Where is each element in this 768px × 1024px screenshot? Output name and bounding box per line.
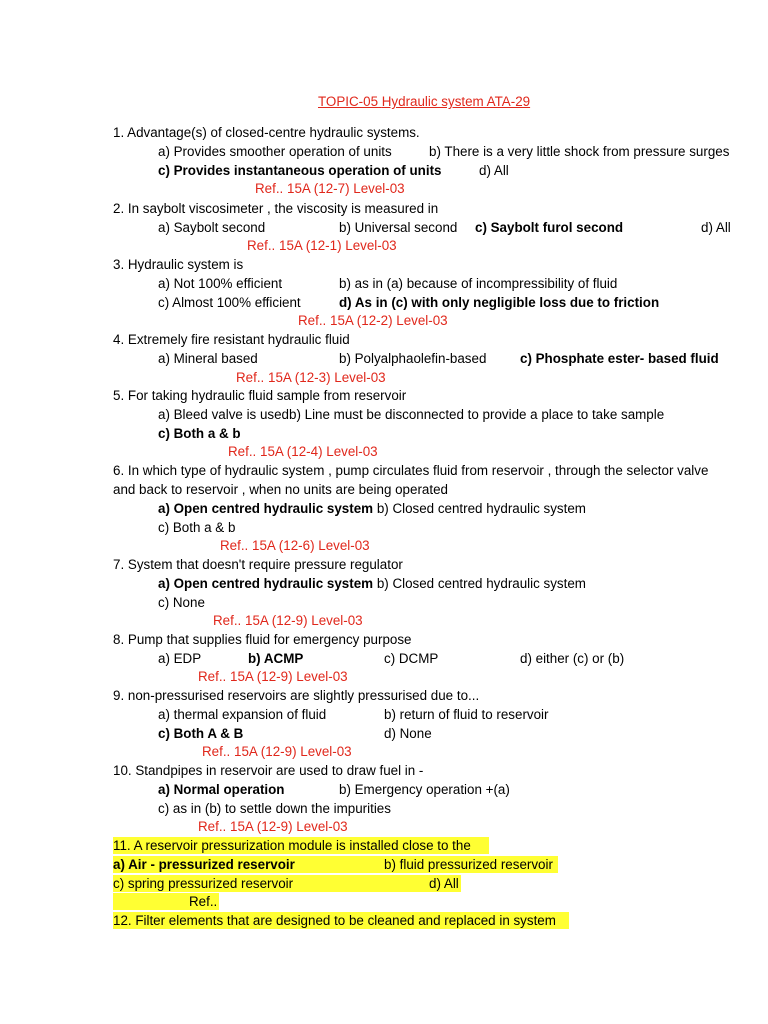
q2-option-a: a) Saybolt second [158,220,266,235]
q2-option-c: c) Saybolt furol second [475,220,624,235]
q8-reference: Ref.. 15A (12-9) Level-03 [198,669,348,684]
q4-option-b: b) Polyalphaolefin-based [339,351,487,366]
q4-option-c: c) Phosphate ester- based fluid [520,351,719,366]
q10-option-b: b) Emergency operation +(a) [339,782,510,797]
q8-option-b: b) ACMP [248,651,304,666]
q5-option-a: a) Bleed valve is usedb) Line must be disconnected to provide a place to take sample [158,407,665,422]
question-1: 1. Advantage(s) of closed-centre hydraulic systems. [113,125,420,140]
q3-option-a: a) Not 100% efficient [158,276,283,291]
q5-reference: Ref.. 15A (12-4) Level-03 [228,444,378,459]
q1-option-d: d) All [479,163,509,178]
q8-option-d: d) either (c) or (b) [520,651,625,666]
question-6-line-2: and back to reservoir , when no units are being operated [113,482,448,497]
q7-option-a: a) Open centred hydraulic system [158,576,374,591]
q1-reference: Ref.. 15A (12-7) Level-03 [255,181,405,196]
q6-option-c: c) Both a & b [158,520,236,535]
q2-option-b: b) Universal second [339,220,458,235]
question-10: 10. Standpipes in reservoir are used to draw fuel in - [113,763,424,778]
q2-option-d: d) All [701,220,731,235]
title-rest: Hydraulic system ATA-29 [381,94,531,109]
page-title [318,94,530,110]
q7-option-b: b) Closed centred hydraulic system [376,576,586,591]
q11-option-c: c) spring pressurized reservoir [113,876,294,891]
q11-option-a: a) Air - pressurized reservoir [113,857,295,872]
question-4: 4. Extremely fire resistant hydraulic fluid [113,332,350,347]
q4-option-a: a) Mineral based [158,351,258,366]
q6-option-a: a) Open centred hydraulic system [158,501,374,516]
question-8: 8. Pump that supplies fluid for emergency purpose [113,632,412,647]
q7-option-c: c) None [158,595,205,610]
q10-reference: Ref.. 15A (12-9) Level-03 [198,819,348,834]
q1-option-a: a) Provides smoother operation of units [158,144,392,159]
q9-option-d: d) None [384,726,432,741]
q1-option-b: b) There is a very little shock from pressure surges [429,144,730,159]
question-2: 2. In saybolt viscosimeter , the viscosity is measured in [113,201,439,216]
q5-option-c: c) Both a & b [158,426,241,441]
question-11: 11. A reservoir pressurization module is installed close to the [113,838,471,853]
q9-reference: Ref.. 15A (12-9) Level-03 [202,744,352,759]
q11-option-b: b) fluid pressurized reservoir [384,857,553,872]
q9-option-b: b) return of fluid to reservoir [384,707,549,722]
q9-option-a: a) thermal expansion of fluid [158,707,327,722]
q3-option-c: c) Almost 100% efficient [158,295,301,310]
q10-option-c: c) as in (b) to settle down the impurities [158,801,391,816]
q7-options-ab [158,576,586,592]
q7-reference: Ref.. 15A (12-9) Level-03 [213,613,363,628]
question-3: 3. Hydraulic system is [113,257,244,272]
q6-reference: Ref.. 15A (12-6) Level-03 [220,538,370,553]
question-9: 9. non-pressurised reservoirs are slightly pressurised due to... [113,688,480,703]
q11-reference: Ref.. [189,894,218,909]
question-7: 7. System that doesn't require pressure regulator [113,557,403,572]
q3-option-b: b) as in (a) because of incompressibility of fluid [339,276,618,291]
title-prefix: TOPIC-05 [318,94,379,109]
q6-option-b: b) Closed centred hydraulic system [376,501,586,516]
question-5: 5. For taking hydraulic fluid sample from reservoir [113,388,407,403]
question-6-line-1: 6. In which type of hydraulic system , pump circulates fluid from reservoir , through the selector valve [113,463,709,478]
q4-reference: Ref.. 15A (12-3) Level-03 [236,370,386,385]
q8-option-c: c) DCMP [384,651,439,666]
q3-reference: Ref.. 15A (12-2) Level-03 [298,313,448,328]
question-12: 12. Filter elements that are designed to be cleaned and replaced in system [113,913,556,928]
q3-option-d: d) As in (c) with only negligible loss due to friction [339,295,660,310]
q6-options-ab [158,501,586,517]
q9-option-c: c) Both A & B [158,726,244,741]
q2-reference: Ref.. 15A (12-1) Level-03 [247,238,397,253]
q11-option-d: d) All [429,876,459,891]
q10-option-a: a) Normal operation [158,782,285,797]
q8-option-a: a) EDP [158,651,202,666]
q1-option-c: c) Provides instantaneous operation of units [158,163,442,178]
